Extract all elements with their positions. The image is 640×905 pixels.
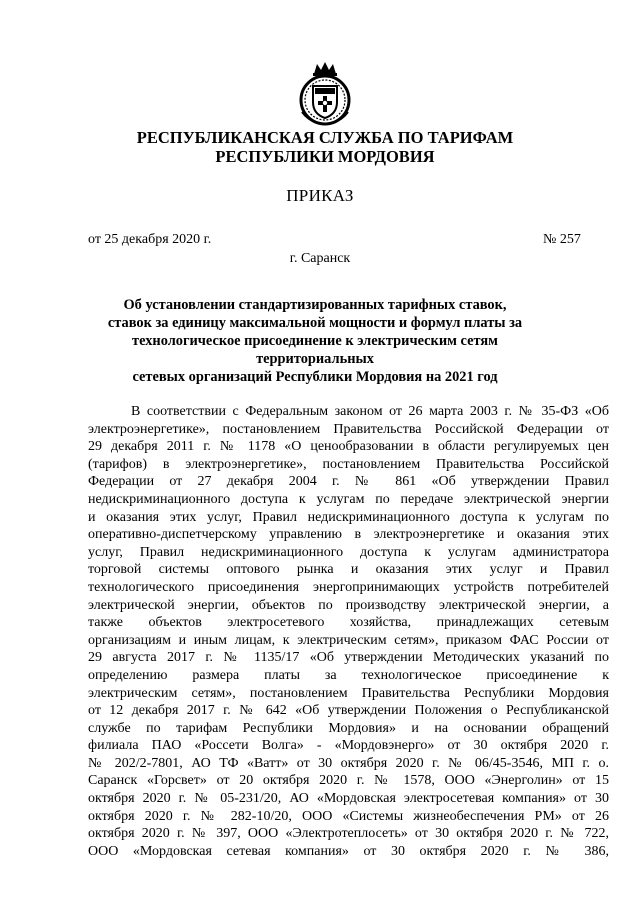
body-line: определению размера платы за технологическое присоединение к [88, 667, 609, 683]
body-line: и оказания этих услуг, Правил недискриминационного доступа к услугам по [88, 509, 609, 525]
body-line: электроэнергетике», постановлением Правительства Российской Федерации от [88, 421, 609, 437]
body-line: оперативно-диспетчерскому управлению в электроэнергетике и оказания этих [88, 527, 609, 543]
document-title [80, 296, 550, 386]
body-line: октября 2020 г. № 05-231/20, АО «Мордовская электросетевая компания» от 30 [88, 791, 609, 807]
body-line: В соответствии с Федеральным законом от 26 марта 2003 г. № 35-ФЗ «Об [131, 404, 609, 419]
organization-line-1: РЕСПУБЛИКАНСКАЯ СЛУЖБА ПО ТАРИФАМ [136, 128, 514, 147]
organization-line-2: РЕСПУБЛИКИ МОРДОВИЯ [215, 147, 435, 166]
body-line: также объектов электросетевого хозяйства, принадлежащих сетевым [88, 615, 609, 631]
body-line: 29 августа 2017 г. № 1135/17 «Об утверждении Методических указаний по [88, 650, 609, 666]
body-line: электрической энергии, объектов по производству электрической энергии, а [88, 597, 609, 613]
body-line: октября 2020 г. № 282-10/20, ООО «Системы жизнеобеспечения РМ» от 26 [88, 808, 609, 824]
document-type: ПРИКАЗ [286, 186, 354, 205]
body-line: от 12 декабря 2017 г. № 642 «Об утверждении Положения о Республиканской [88, 703, 609, 719]
title-line: сетевых организаций Республики Мордовия на 2021 год [132, 369, 498, 385]
title-line: Об установлении стандартизированных тарифных ставок, [123, 297, 507, 313]
coat-of-arms-icon [298, 60, 352, 128]
body-line: Федерации от 27 декабря 2004 г. № 861 «Об утверждении Правил [88, 474, 609, 490]
body-line: службе по тарифам Республики Мордовия» и на основании обращений [88, 720, 609, 736]
document-date: от 25 декабря 2020 г. [88, 232, 212, 247]
body-line: октября 2020 г. № 397, ООО «Электротеплосеть» от 30 октября 2020 г. № 722, [88, 826, 609, 842]
body-line: 29 декабря 2011 г. № 1178 «О ценообразовании в области регулируемых цен [88, 439, 609, 455]
body-line: технологического присоединения энергопринимающих устройств потребителей [88, 579, 609, 595]
body-line: недискриминационного доступа к услугам по передаче электрической энергии [88, 491, 609, 507]
body-line: ООО «Мордовская сетевая компания» от 30 октября 2020 г. № 386, [88, 843, 609, 859]
body-line: электрическим сетям», постановлением Правительства Республики Мордовия [88, 685, 609, 701]
body-line: № 202/2-7801, АО ТФ «Ватт» от 30 октября 2020 г. № 06/45-3546, МП г. о. [88, 755, 609, 771]
body-line: торговой системы оптового рынка и оказания этих услуг и Правил [88, 562, 609, 578]
title-line: ставок за единицу максимальной мощности и формул платы за [107, 315, 523, 331]
document-city: г. Саранск [289, 251, 351, 266]
body-paragraph [88, 403, 609, 860]
document-number: № 257 [543, 232, 581, 247]
body-line: филиала ПАО «Россети Волга» - «Мордовэнерго» от 30 октября 2020 г. [88, 738, 609, 754]
body-line: (тарифов) в электроэнергетике», постановлением Правительства Российской [88, 456, 609, 472]
body-line: услуг, Правил недискриминационного доступа к услугам администратора [88, 544, 609, 560]
body-line: Саранск «Горсвет» от 20 октября 2020 г. № 1578, ООО «Энерголин» от 15 [88, 773, 609, 789]
document-body [88, 403, 609, 860]
organization-name [120, 128, 530, 166]
title-line: технологическое присоединение к электрическим сетям территориальных [132, 333, 498, 367]
body-line: организациям и иным лицам, к электрическим сетям», приказом ФАС России от [88, 632, 609, 648]
